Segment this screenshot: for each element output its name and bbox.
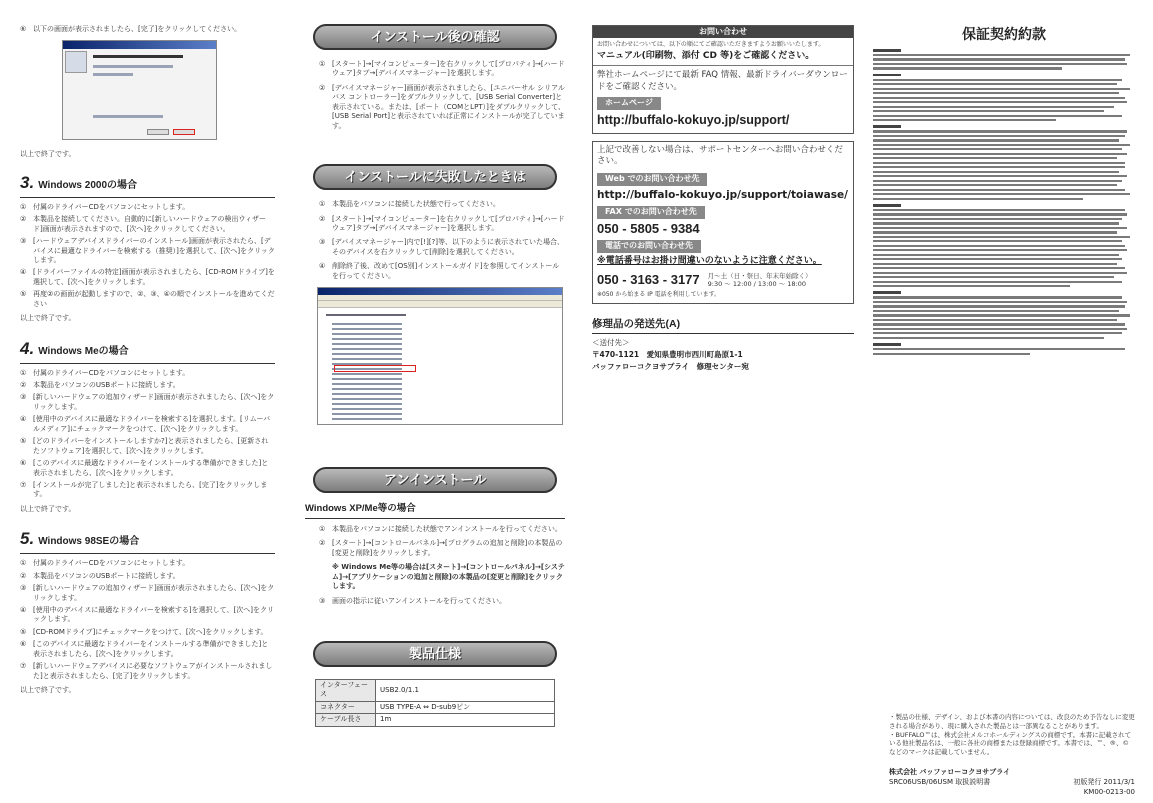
phone-warning: ※電話番号はお掛け間違いのないように注意ください。 (597, 255, 822, 266)
list-item: ⑥ [このデバイスに最適なドライバーをインストールする準備ができました]と表示されましたら、[次へ]をクリックします。 (20, 640, 269, 658)
clause-text-line (873, 106, 1114, 108)
heading-specs (313, 641, 557, 667)
end-text: 以上で終了です。 (20, 150, 76, 159)
phone-row (593, 269, 853, 291)
clause-text-line (873, 79, 1122, 81)
section-number: 5. (20, 529, 35, 549)
list-item: ⑥ [このデバイスに最適なドライバーをインストールする準備ができました]と表示されましたら、[次へ]をクリックします。 (20, 459, 269, 477)
problem-device-highlight (334, 365, 416, 372)
clause-text-line (873, 301, 1127, 303)
support-center-box (592, 141, 854, 304)
fax-tab: FAX でのお問い合わせ先 (597, 206, 705, 219)
wizard-complete-screenshot (62, 40, 217, 140)
web-contact-tab: Web でのお問い合わせ先 (597, 173, 707, 186)
toolbar (318, 301, 562, 308)
list-item: ③ [新しいハードウェアの追加ウィザード]画面が表示されましたら、[次へ]をクリックします。 (20, 393, 275, 411)
heading-label: アンインストール (383, 472, 487, 488)
footnote: ・BUFFALO™は、株式会社メルコホールディングスの商標です。本書に記載されている他社製品名は、一般に各社の商標または登録商標です。本書では、™、®、©などのマークは記載していません。 (889, 730, 1132, 757)
ship-address: 〒470-1121 愛知県豊明市西川町島原1-1 (592, 349, 743, 359)
clause-text-line (873, 83, 1117, 85)
contact-intro: お問い合わせについては、以下の順にてご確認いただきますようお願いいたします。 (597, 41, 825, 48)
list-item: ① 付属のドライバーCDをパソコンにセットします。 (20, 202, 190, 211)
section-heading-win98se (20, 528, 275, 554)
clause-text-line (873, 97, 1125, 99)
clause-text-line (873, 162, 1125, 164)
clause-text-line (873, 310, 1119, 312)
clause-text-line (873, 58, 1125, 60)
step-text: 以下の画面が表示されましたら、[完了]をクリックしてください。 (33, 25, 242, 33)
phone-number: 050 - 3163 - 3177 (597, 272, 700, 288)
heading-install-confirm (313, 24, 557, 50)
clause-text-line (873, 281, 1122, 283)
list-item: ⑤ [どのドライバーをインストールしますか?]と表示されましたら、[更新されたソフトウェア]を選択して、[次へ]をクリックします。 (20, 437, 269, 455)
colophon-row (889, 778, 1135, 797)
clause-text-line (873, 54, 1130, 56)
homepage-url[interactable]: http://buffalo-kokuyo.jp/support/ (597, 112, 790, 127)
list-item: ※ Windows Me等の場合は[スタート]→[コントロールパネル]→[システム]→[アプリケーションの追加と削除]の本製品の[変更と削除]をクリックします。 (332, 563, 565, 591)
clause-text-line (873, 63, 1127, 65)
clause-text-line (873, 305, 1125, 307)
column-warranty (873, 0, 1135, 796)
heading-uninstall (313, 467, 557, 493)
clause-text-line (873, 92, 1119, 94)
list-item: ② [デバイスマネージャー]画面が表示されましたら、[ユニバーサル シリアル バス コントローラー]をダブルクリックして、[USB Serial Converter]と表示されている。または、[ポート（COMとLPT）]をダブルクリックして、[USB Serial Port]と表示されていれば正常にインストールが完了しています。 (319, 83, 565, 130)
clause-heading (873, 204, 901, 207)
contact-faq: 弊社ホームページにて最新 FAQ 情報、最新ドライバーダウンロードをご確認ください。 (597, 70, 848, 92)
clause-text-line (873, 328, 1127, 330)
clause-text-line (873, 296, 1122, 298)
column-confirm-uninstall (305, 0, 565, 727)
ship-recipient: バッファローコクヨサプライ 修理センター宛 (592, 362, 749, 372)
window-titlebar (318, 288, 562, 295)
clause-text-line (873, 88, 1130, 90)
table-row: コネクター USB TYPE-A ⇔ D-sub9ピン (316, 701, 555, 713)
ship-dest-label: ＜送付先＞ (592, 337, 630, 347)
clause-text-line (873, 332, 1122, 334)
clause-text-line (873, 276, 1114, 278)
clause-text-line (873, 189, 1125, 191)
window-titlebar (63, 41, 216, 49)
section-title: Windows Meの場合 (38, 345, 129, 357)
section-steps (20, 559, 275, 695)
clause-text-line (873, 222, 1119, 224)
device-manager-screenshot (317, 287, 563, 425)
heading-label: インストールに失敗したときは (344, 169, 526, 185)
company-name: 株式会社 バッファローコクヨサプライ (889, 768, 1011, 776)
column-os-install-guide (20, 0, 275, 695)
section-heading-winme (20, 338, 275, 364)
heading-label: インストール後の確認 (370, 29, 500, 45)
clause-text-line (873, 353, 1030, 355)
column-contact (592, 0, 854, 372)
clause-heading (873, 291, 901, 294)
end-text: 以上で終了です。 (20, 504, 76, 513)
clause-heading (873, 49, 901, 52)
web-contact-url[interactable]: http://buffalo-kokuyo.jp/support/toiawase/ (597, 188, 848, 201)
manual-name: SRC06USB/06USM 取扱説明書 (889, 778, 991, 787)
table-row: ケーブル長さ 1m (316, 714, 555, 726)
list-item: ① 付属のドライバーCDをパソコンにセットします。 (20, 368, 190, 377)
fax-number: 050 - 5805 - 9384 (597, 220, 700, 236)
clause-text-line (873, 227, 1127, 229)
clause-text-line (873, 171, 1119, 173)
list-item: ⑤ [CD-ROMドライブ]にチェックマークをつけて、[次へ]をクリックします。 (20, 627, 268, 636)
step-number: ⑥ (20, 25, 27, 33)
clause-text-line (873, 153, 1127, 155)
clause-heading (873, 343, 901, 346)
list-item: ③ 画面の指示に従いアンインストールを行ってください。 (319, 596, 507, 605)
list-item: ② [スタート]→[マイコンピューター]を右クリックして[プロパティ]→[ハードウェア]タブ→[デバイスマネージャー]を選択します。 (319, 214, 565, 232)
spec-table (315, 679, 555, 727)
list-item: ⑦ [インストールが完了しました]と表示されましたら、[完了]をクリックします。 (20, 480, 268, 499)
heading-label: 製品仕様 (408, 646, 461, 662)
uninstall-subheading: Windows XP/Me等の場合 (305, 503, 565, 519)
contact-header: お問い合わせ (593, 26, 853, 38)
clause-text-line (873, 67, 1062, 69)
list-item: ② 本製品をパソコンのUSBポートに接続します。 (20, 381, 180, 389)
section-steps (20, 203, 275, 324)
heading-install-failed (313, 164, 557, 190)
clause-text-line (873, 314, 1130, 316)
list-item: ⑦ [新しいハードウェアデバイスに必要なソフトウェアがインストールされました]と表示されましたら、[完了]をクリックします。 (20, 662, 273, 680)
footer-notes (889, 713, 1135, 757)
list-item: ④ [ドライバーファイルの特定]画面が表示されましたら、[CD-ROMドライブ]を選択して、[次へ]をクリックします。 (20, 268, 275, 286)
clause-text-line (873, 245, 1125, 247)
clause-heading (873, 125, 901, 128)
clause-text-line (873, 166, 1125, 168)
back-button (147, 129, 169, 135)
finish-button (173, 129, 195, 135)
clause-heading (873, 74, 901, 77)
clause-text-line (873, 272, 1127, 274)
list-item: ② 本製品をパソコンのUSBポートに接続します。 (20, 571, 180, 580)
clause-text-line (873, 180, 1122, 182)
clause-text-line (873, 254, 1119, 256)
warranty-title: 保証契約約款 (962, 26, 1046, 42)
section-number: 3. (20, 172, 35, 192)
repair-ship-heading: 修理品の発送先(A) (592, 317, 854, 334)
failed-steps (319, 200, 565, 281)
clause-text-line (873, 285, 1070, 287)
clause-text-line (873, 148, 1122, 150)
clause-text-line (873, 209, 1125, 211)
clause-text-line (873, 157, 1117, 159)
clause-text-line (873, 258, 1122, 260)
business-hours: 月～土（日・祭日、年末年始除く） 9:30 ～ 12:00 / 13:00 ～ 18:00 (707, 271, 812, 288)
colophon (889, 763, 1135, 797)
list-item: ① [スタート]→[マイコンピューター]を右クリックして[プロパティ]→[ハードウェア]タブ→[デバイスマネージャー]を選択します。 (319, 60, 565, 78)
edition-info: 初版発行 2011/3/1 KM00-0213-00 (1073, 778, 1135, 796)
list-item: ② 本製品を接続してください。自動的に[新しいハードウェアの検出ウィザード]画面が表示されますので、[次へ]をクリックしてください。 (20, 215, 267, 233)
footnote: ・製品の仕様、デザイン、および本書の内容については、改良のため予告なしに変更される場合があり、現に購入された製品とは一部異なることがあります。 (889, 713, 1135, 730)
clause-text-line (873, 249, 1127, 251)
homepage-tab: ホームページ (597, 97, 661, 110)
list-item: ③ [デバイスマネージャー]内で[!][?]等、以下のように表示されていた場合、そのデバイスを右クリックして[削除]を選択してください。 (319, 238, 564, 256)
list-item: ③ [新しいハードウェアの追加ウィザード]画面が表示されましたら、[次へ]をクリックします。 (20, 584, 275, 602)
support-lead: 上記で改善しない場合は、サポートセンターへお問い合わせください。 (597, 144, 843, 167)
clause-text-line (873, 115, 1122, 117)
end-text: 以上で終了です。 (20, 686, 76, 694)
clause-text-line (873, 101, 1127, 103)
clause-text-line (873, 323, 1125, 325)
list-item: ③ [ハードウェアデバイスドライバーのインストール]画面が表示されたら、[デバイスに最適なドライバーを検索する（推奨）]を選択して、[次へ]をクリックします。 (20, 237, 275, 264)
section-heading-win2000 (20, 172, 275, 198)
clause-text-line (873, 267, 1125, 269)
list-item: ⑤ 再度②の画面が起動しますので、②、③、④の順でインストールを進めてください (20, 290, 275, 308)
section-steps (20, 369, 275, 515)
section-title: Windows 98SEの場合 (38, 536, 140, 548)
clause-text-line (873, 240, 1122, 242)
confirm-steps (319, 60, 565, 131)
uninstall-steps (319, 525, 565, 606)
clause-text-line (873, 135, 1125, 137)
clause-text-line (873, 119, 1056, 121)
clause-text-line (873, 263, 1117, 265)
list-item: ① 本製品をパソコンに接続した状態で行ってください。 (319, 200, 500, 209)
contact-manual: マニュアル(印刷物、添付 CD 等)をご確認ください。 (593, 50, 853, 66)
clause-text-line (873, 213, 1127, 215)
contact-box (592, 25, 854, 134)
intro-step (20, 25, 275, 34)
list-item: ① 本製品をパソコンに接続した状態でアンインストールを行ってください。 (319, 524, 562, 533)
clause-text-line (873, 319, 1117, 321)
clause-text-line (873, 337, 1104, 339)
clause-text-line (873, 110, 1104, 112)
warranty-body-text (873, 49, 1135, 355)
end-text: 以上で終了です。 (20, 314, 76, 323)
clause-text-line (873, 139, 1119, 141)
list-item: ① 付属のドライバーCDをパソコンにセットします。 (20, 559, 190, 568)
clause-text-line (873, 218, 1122, 220)
ip-phone-note: ※050 から始まる IP 電話を利用しています。 (597, 290, 721, 298)
clause-text-line (873, 144, 1130, 146)
section-title: Windows 2000の場合 (38, 179, 138, 191)
list-item: ④ [使用中のデバイスに最適なドライバーを検索する]を選択します。[リムーバルメディア]にチェックマークをつけて、[次へ]をクリックします。 (20, 415, 271, 433)
clause-text-line (873, 348, 1125, 350)
list-item: ④ [使用中のデバイスに最適なドライバーを検索する]を選択して、[次へ]をクリックします。 (20, 605, 274, 624)
table-row: インターフェース USB2.0/1.1 (316, 680, 555, 702)
clause-text-line (873, 130, 1127, 132)
list-item: ④ 削除終了後、改めて[OS別]インストールガイド]を参照してインストールを行ってください。 (319, 262, 560, 280)
clause-text-line (873, 236, 1130, 238)
clause-text-line (873, 193, 1130, 195)
clause-text-line (873, 231, 1117, 233)
list-item: ② [スタート]→[コントロールパネル]→[プログラムの追加と削除]の本製品の[変更と削除]をクリックします。 (319, 539, 563, 557)
section-number: 4. (20, 338, 35, 358)
clause-text-line (873, 184, 1117, 186)
clause-text-line (873, 175, 1127, 177)
clause-text-line (873, 198, 1083, 200)
phone-tab: 電話でのお問い合わせ先 (597, 240, 701, 253)
hardware-icon (65, 51, 87, 73)
